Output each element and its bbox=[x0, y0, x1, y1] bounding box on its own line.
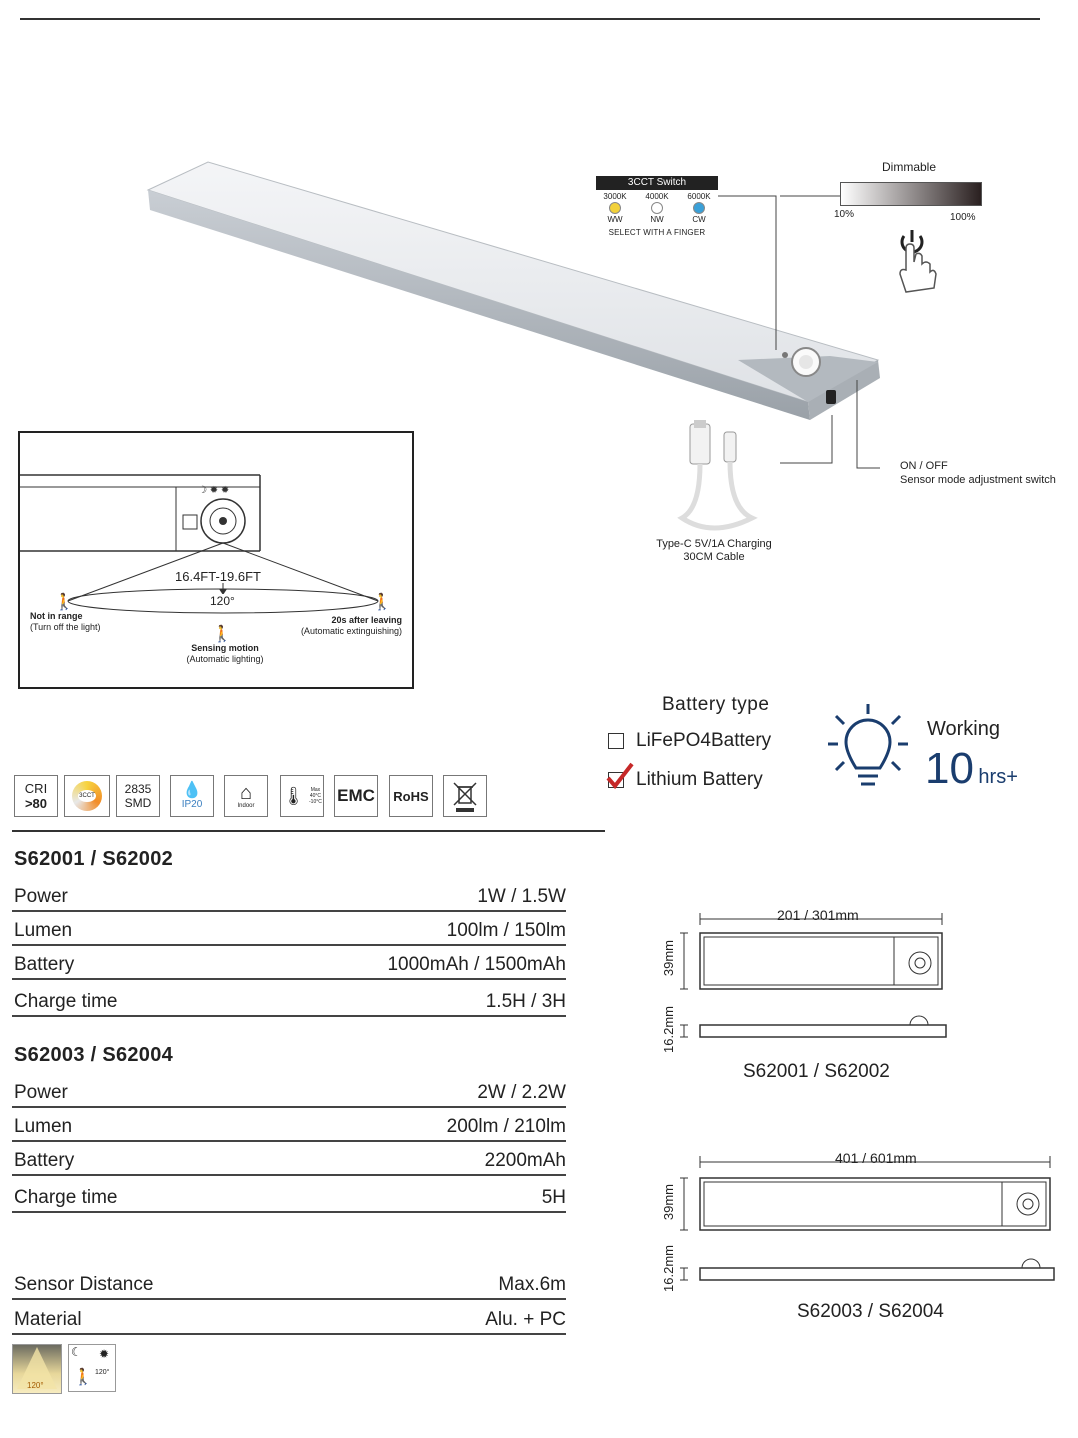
spec-label: Battery bbox=[14, 954, 75, 975]
spec-row-battery bbox=[12, 950, 566, 980]
cct-code: NW bbox=[650, 215, 664, 224]
cable-label-length: 30CM Cable bbox=[683, 551, 745, 563]
sensing-motion-label bbox=[170, 643, 280, 665]
switch-label-desc: Sensor mode adjustment switch bbox=[900, 474, 1056, 486]
model-2-title: S62003 / S62004 bbox=[14, 1044, 174, 1066]
svg-text:☽ ✹ ✹: ☽ ✹ ✹ bbox=[198, 485, 230, 496]
drawing-1-height: 39mm bbox=[661, 940, 676, 977]
usb-cable-icon bbox=[662, 418, 772, 538]
motion-sensor-icon bbox=[68, 1344, 116, 1392]
beam-angle-value: 120° bbox=[27, 1381, 44, 1390]
spec-value: 100lm / 150lm bbox=[446, 920, 566, 941]
emc-badge: EMC bbox=[334, 775, 378, 817]
sensor-distance: 16.4FT-19.6FT bbox=[175, 569, 261, 584]
cri-label: CRI bbox=[24, 781, 48, 796]
light-bulb-icon bbox=[826, 702, 912, 796]
temperature-badge bbox=[280, 775, 324, 817]
spec-row-battery bbox=[12, 1146, 566, 1176]
not-in-range-title: Not in range bbox=[30, 611, 83, 621]
spec-row-charge-time bbox=[12, 986, 566, 1017]
cct-hint: SELECT WITH A FINGER bbox=[608, 228, 706, 237]
switch-label-title: ON / OFF bbox=[900, 460, 948, 472]
ip-rating: IP20 bbox=[181, 798, 203, 810]
svg-text:🚶: 🚶 bbox=[212, 626, 232, 643]
checkmark-icon bbox=[604, 762, 634, 790]
after-leaving-label bbox=[298, 615, 402, 637]
battery-type-title: Battery type bbox=[662, 694, 770, 715]
dimension-drawing-small bbox=[650, 905, 1070, 1045]
lifepo4-checkbox bbox=[608, 733, 624, 749]
drawing-1-length: 201 / 301mm bbox=[777, 907, 859, 923]
warm-white-dot bbox=[609, 202, 621, 214]
spec-label: Battery bbox=[14, 1150, 75, 1171]
dimmable-min: 10% bbox=[834, 209, 855, 220]
sensor-range-diagram bbox=[18, 431, 414, 689]
dimension-drawing-large bbox=[650, 1148, 1070, 1288]
beam-angle-icon bbox=[12, 1344, 62, 1394]
temp-max-label: Max bbox=[310, 787, 321, 793]
cct-code: CW bbox=[692, 215, 706, 224]
lifepo4-label: LiFePO4Battery bbox=[636, 730, 772, 751]
cct-option-neutral bbox=[640, 192, 674, 224]
spec-row-sensor-distance bbox=[12, 1268, 566, 1300]
spec-value: 1.5H / 3H bbox=[485, 991, 566, 1012]
spec-label: Charge time bbox=[14, 991, 118, 1012]
spec-label: Material bbox=[14, 1309, 82, 1330]
spec-label: Lumen bbox=[14, 1116, 73, 1137]
neutral-white-dot bbox=[651, 202, 663, 214]
spec-row-power bbox=[12, 884, 566, 912]
cable-label bbox=[652, 538, 776, 564]
switch-label bbox=[900, 459, 1056, 487]
cct-temp: 3000K bbox=[603, 192, 627, 201]
ip20-badge bbox=[170, 775, 214, 817]
spec-value: 1000mAh / 1500mAh bbox=[387, 954, 566, 975]
cct-switch-title: 3CCT Switch bbox=[596, 176, 718, 190]
water-drop-icon: 💧 bbox=[182, 781, 202, 799]
spec-row-lumen bbox=[12, 916, 566, 946]
smd-label: SMD bbox=[124, 796, 152, 810]
spec-label: Power bbox=[14, 886, 68, 907]
sensing-motion-sub: (Automatic lighting) bbox=[186, 654, 264, 664]
3cct-badge bbox=[64, 775, 110, 817]
spec-value: 2W / 2.2W bbox=[477, 1082, 566, 1103]
drawing-2-depth: 16.2mm bbox=[661, 1245, 676, 1292]
spec-value: 5H bbox=[541, 1187, 566, 1208]
after-leaving-title: 20s after leaving bbox=[331, 615, 402, 625]
drawing-2-model: S62003 / S62004 bbox=[797, 1301, 944, 1322]
spec-label: Lumen bbox=[14, 920, 73, 941]
thermometer-icon: 🌡 bbox=[282, 785, 305, 806]
spec-value: Max.6m bbox=[498, 1274, 566, 1295]
drawing-2-height: 39mm bbox=[661, 1184, 676, 1221]
spec-row-power bbox=[12, 1080, 566, 1108]
spec-row-charge-time bbox=[12, 1182, 566, 1213]
spec-label: Sensor Distance bbox=[14, 1274, 154, 1295]
drawing-1-depth: 16.2mm bbox=[661, 1006, 676, 1053]
model-1-title: S62001 / S62002 bbox=[14, 848, 174, 870]
temp-low: -10°C bbox=[309, 799, 322, 805]
dimmable-gradient-bar bbox=[840, 182, 982, 206]
spec-value: 2200mAh bbox=[484, 1150, 566, 1171]
temp-high: 40°C bbox=[309, 793, 321, 799]
indoor-badge bbox=[224, 775, 268, 817]
weee-badge bbox=[443, 775, 487, 817]
working-hours: 10 bbox=[925, 744, 974, 793]
sensor-angle-value: 120° bbox=[95, 1369, 110, 1376]
svg-text:🚶: 🚶 bbox=[372, 594, 392, 611]
cri-badge bbox=[14, 775, 58, 817]
not-in-range-sub: (Turn off the light) bbox=[30, 622, 101, 632]
walking-person-icon: 🚶 bbox=[73, 1369, 93, 1386]
top-divider bbox=[20, 18, 1040, 20]
cri-value: >80 bbox=[24, 796, 48, 811]
svg-text:🚶: 🚶 bbox=[54, 594, 74, 611]
dimmable-max: 100% bbox=[950, 212, 976, 223]
3cct-label: 3CCT bbox=[78, 790, 96, 802]
spec-label: Power bbox=[14, 1082, 68, 1103]
temperature-range bbox=[309, 787, 322, 805]
house-icon: ⌂ bbox=[239, 782, 253, 804]
spec-row-material bbox=[12, 1304, 566, 1335]
working-unit: hrs+ bbox=[978, 766, 1018, 788]
smd-number: 2835 bbox=[124, 782, 152, 796]
spec-row-lumen bbox=[12, 1112, 566, 1142]
sensing-motion-title: Sensing motion bbox=[191, 643, 259, 653]
drawing-1-model: S62001 / S62002 bbox=[743, 1061, 890, 1082]
not-in-range-label bbox=[30, 611, 101, 633]
smd-badge bbox=[116, 775, 160, 817]
cct-temp: 4000K bbox=[645, 192, 669, 201]
drawing-2-length: 401 / 601mm bbox=[835, 1150, 917, 1166]
moon-icon: ☾ bbox=[71, 1345, 82, 1359]
after-leaving-sub: (Automatic extinguishing) bbox=[300, 626, 402, 636]
cct-option-warm bbox=[598, 192, 632, 224]
spec-value: 200lm / 210lm bbox=[446, 1116, 566, 1137]
lithium-label: Lithium Battery bbox=[636, 769, 763, 790]
spec-value: 1W / 1.5W bbox=[477, 886, 566, 907]
cable-label-title: Type-C 5V/1A Charging bbox=[656, 538, 772, 550]
crossed-bin-icon bbox=[452, 779, 478, 813]
cct-code: WW bbox=[607, 215, 623, 224]
dimmable-label: Dimmable bbox=[882, 160, 937, 174]
sensor-angle: 120° bbox=[210, 594, 235, 608]
bulb-icon: ✹ bbox=[99, 1347, 110, 1361]
working-label: Working bbox=[927, 718, 1000, 740]
spec-label: Charge time bbox=[14, 1187, 118, 1208]
rohs-badge: RoHS bbox=[389, 775, 433, 817]
spec-value: Alu. + PC bbox=[485, 1309, 566, 1330]
cct-temp: 6000K bbox=[687, 192, 711, 201]
touch-hand-icon bbox=[892, 228, 942, 296]
section-divider bbox=[12, 830, 605, 832]
working-time bbox=[925, 744, 1018, 794]
indoor-label: Indoor bbox=[237, 803, 255, 809]
